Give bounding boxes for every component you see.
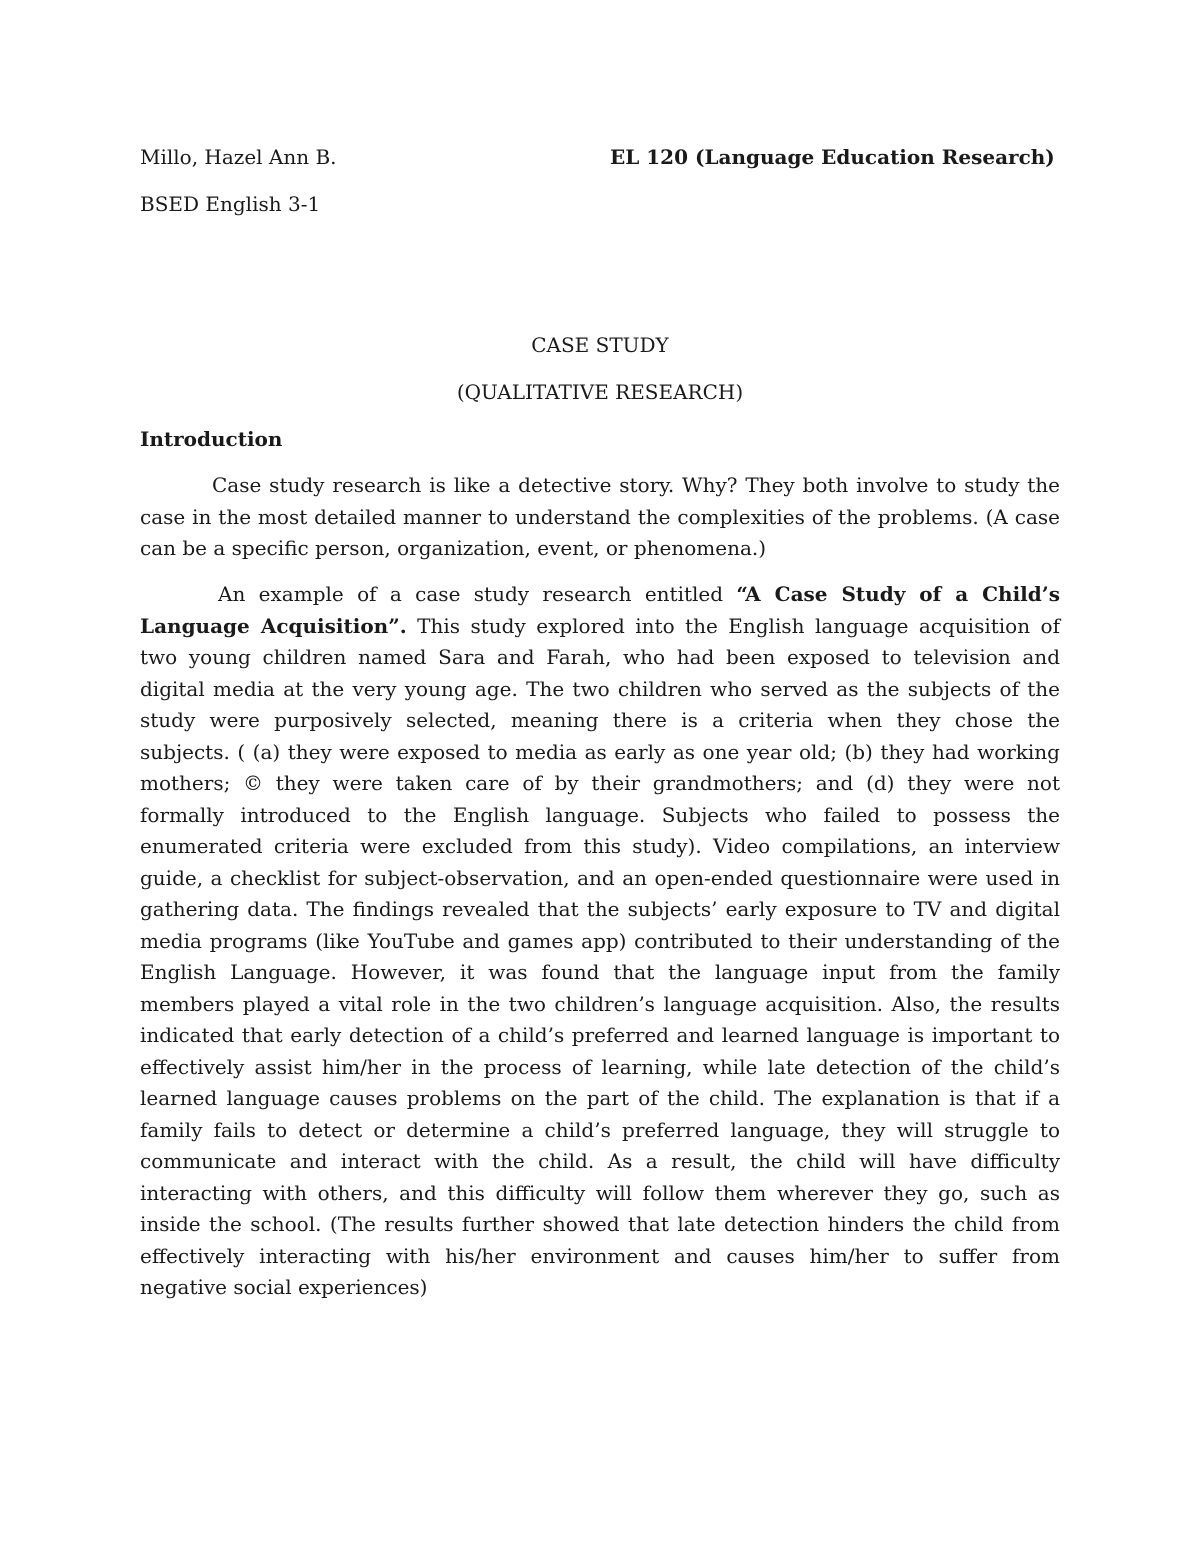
document-subtitle: (QUALITATIVE RESEARCH) — [456, 380, 744, 404]
course-title: EL 120 (Language Education Research) — [610, 145, 1055, 169]
introduction-heading: Introduction — [140, 427, 283, 451]
paragraph-2-body: This study explored into the English language acquisition of two young children named Sara and Farah, who had been exposed to television and digital media at the very young age. The two children who served as the subjects of the study were purposively selected, meaning there is a criteria when they chose the subjects. ( (a) they were exposed to media as early as one year old; (b) they had working mothers; © they were taken care of by their grandmothers; and (d) they were not formally introduced to the English language. Subjects who failed to possess the enumerated criteria were excluded from this study). Video compilations, an interview guide, a checklist for subject-observation, and an open-ended questionnaire were used in gathering data. The findings revealed that the subjects’ early exposure to TV and digital media programs (like YouTube and games app) contributed to their understanding of the English Language. However, it was found that the language input from the family members played a vital role in the two children’s language acquisition. Also, the results indicated that early detection of a child’s preferred and learned language is important to effectively assist him/her in the process of learning, while late detection of the child’s learned language causes problems on the part of the child. The explanation is that if a family fails to detect or determine a child’s preferred language, they will struggle to communicate and interact with the child. As a result, the child will have difficulty interacting with others, and this difficulty will follow them wherever they go, such as inside the school. (The results further showed that late detection hinders the child from effectively interacting with his/her environment and causes him/her to suffer from negative social experiences) — [140, 613, 1060, 1299]
author-name: Millo, Hazel Ann B. — [140, 145, 337, 169]
introduction-paragraph-2 — [140, 579, 1060, 1304]
introduction-paragraph-1: Case study research is like a detective story. Why? They both involve to study the case in the most detailed manner to understand the complexities of the problems. (A case can be a specific person, organization, event, or phenomena.) — [140, 473, 1060, 560]
paragraph-2-lead: An example of a case study research entitled — [218, 582, 737, 606]
section-label: BSED English 3-1 — [140, 192, 321, 216]
study-title: “A Case Study of a Child’s Language Acquisition”. — [140, 582, 1060, 638]
document-title: CASE STUDY — [531, 333, 669, 357]
